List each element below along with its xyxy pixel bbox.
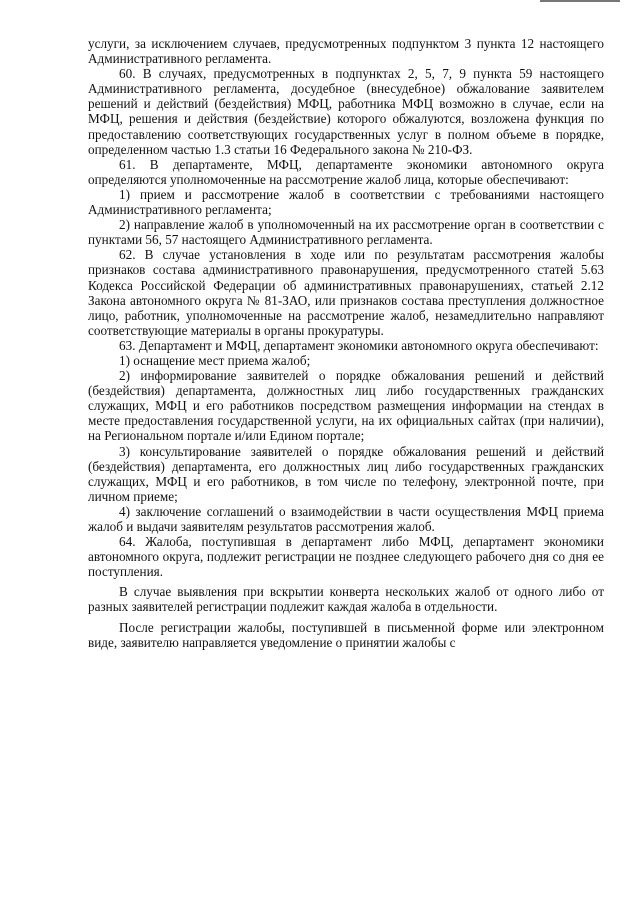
paragraph-61: 61. В департаменте, МФЦ, департаменте экономики автономного округа определяются уполномоченные на рассмотрение жалоб лица, которые обеспечивают:	[88, 156, 604, 187]
paragraph-64: 64. Жалоба, поступившая в департамент либо МФЦ, департамент экономики автономного округа, подлежит регистрации не позднее следующего рабочего дня со дня ее поступления.	[88, 534, 604, 580]
paragraph-64-envelope: В случае выявления при вскрытии конверта нескольких жалоб от одного либо от разных заявителей регистрации подлежит каждая жалоба в отдельности.	[88, 584, 604, 615]
document-page	[88, 36, 604, 650]
paragraph-61-item-1: 1) прием и рассмотрение жалоб в соответствии с требованиями настоящего Административного регламента;	[88, 186, 604, 218]
paragraph-continuation: услуги, за исключением случаев, предусмотренных подпунктом 3 пункта 12 настоящего Административного регламента.	[88, 36, 604, 67]
paragraph-61-item-2: 2) направление жалоб в уполномоченный на их рассмотрение орган в соответствии с пунктами 56, 57 настоящего Административного регламента.	[88, 217, 604, 248]
paragraph-63-item-1: 1) оснащение мест приема жалоб;	[119, 352, 311, 368]
scan-edge-mark	[540, 0, 620, 2]
paragraph-63: 63. Департамент и МФЦ, департамент экономики автономного округа обеспечивают:	[119, 337, 599, 353]
paragraph-60: 60. В случаях, предусмотренных в подпунктах 2, 5, 7, 9 пункта 59 настоящего Административного регламента, досудебное (внесудебное) обжалование заявителем решений и действий (бездействия) МФЦ, работника МФЦ возможно в случае, если на МФЦ, решения и действия (бездействие) которого обжалуются, возложена функция по предоставлению соответствующих государственных услуг в полном объеме в порядке, определенном частью 1.3 статьи 16 Федерального закона № 210-ФЗ.	[88, 66, 604, 157]
paragraph-63-item-4: 4) заключение соглашений о взаимодействии в части осуществления МФЦ приема жалоб и выдачи заявителям результатов рассмотрения жалоб.	[88, 503, 604, 534]
paragraph-64-notification: После регистрации жалобы, поступившей в письменной форме или электронном виде, заявителю направляется уведомление о принятии жалобы с	[88, 619, 604, 650]
paragraph-62: 62. В случае установления в ходе или по результатам рассмотрения жалобы признаков состава административного правонарушения, предусмотренного статей 5.63 Кодекса Российской Федерации об административных правонарушениях, статьей 2.12 Закона автономного округа № 81-ЗАО, или признаков состава преступления должностное лицо, работник, уполномоченные на рассмотрение жалоб, незамедлительно направляют соответствующие материалы в органы прокуратуры.	[88, 247, 604, 338]
paragraph-63-item-2: 2) информирование заявителей о порядке обжалования решений и действий (бездействия) департамента, должностных лиц либо государственных гражданских служащих, МФЦ и его работников посредством размещения информации на стендах в месте предоставления государственной услуги, на их официальных сайтах (при наличии), на Региональном портале и/или Едином портале;	[88, 368, 604, 444]
paragraph-63-item-3: 3) консультирование заявителей о порядке обжалования решений и действий (бездействия) департамента, его должностных лиц либо государственных гражданских служащих, МФЦ и его работников, в том числе по телефону, электронной почте, при личном приеме;	[88, 443, 604, 504]
